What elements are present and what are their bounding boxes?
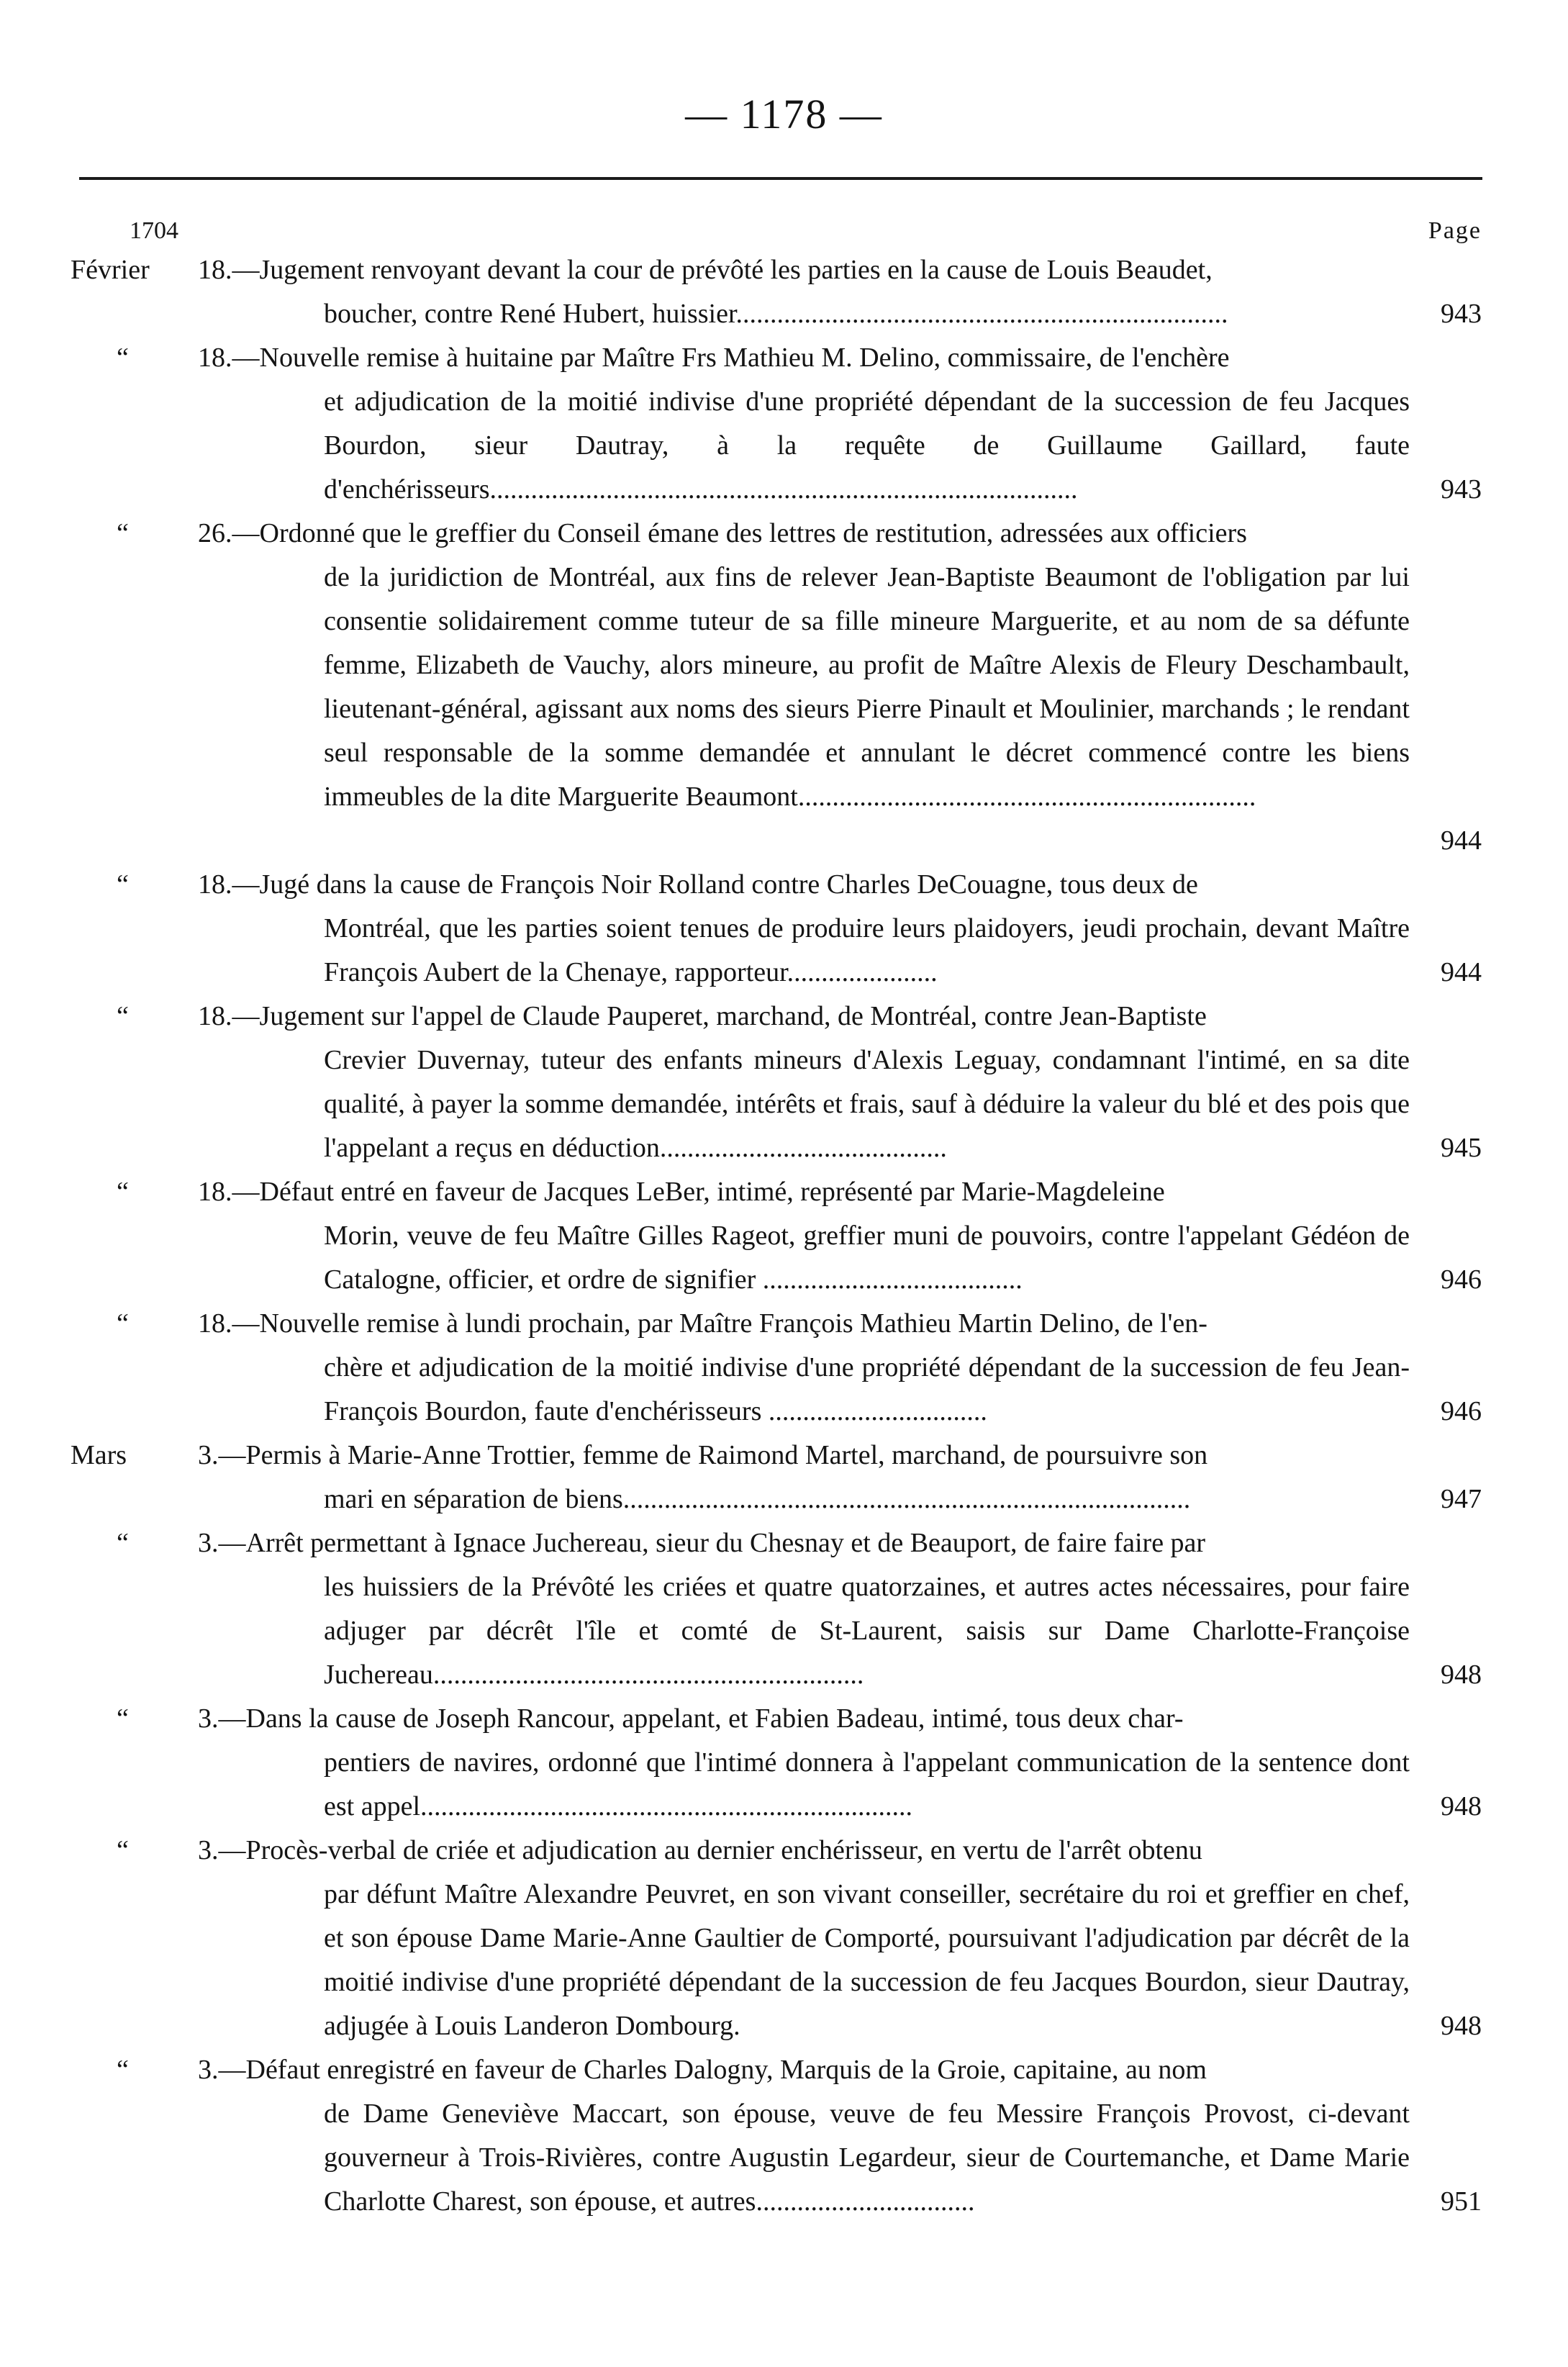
ditto-mark: “ [117, 518, 129, 548]
page-ref: 947 [1441, 1484, 1482, 1514]
list-item [0, 1170, 1568, 1302]
ditto-mark: “ [117, 1308, 129, 1339]
entry-text: chère et adjudication de la moitié indivise d'une propriété dépendant de la succession de feu Jean-François Bourdon, faute d'enchérisseurs ................................ [324, 1352, 1410, 1426]
page-ref: 948 [1441, 1660, 1482, 1690]
entry-first-line: 26.—Ordonné que le greffier du Conseil émane des lettres de restitution, adressées aux officiers [198, 518, 1247, 548]
entry-text: Montréal, que les parties soient tenues de produire leurs plaidoyers, jeudi prochain, devant Maître François Aubert de la Chenaye, rapporteur...................... [324, 913, 1410, 987]
page-ref: 943 [1441, 299, 1482, 329]
month-label: Février [71, 255, 150, 285]
entry-first-line: 3.—Arrêt permettant à Ignace Juchereau, sieur du Chesnay et de Beauport, de faire faire par [198, 1528, 1206, 1558]
entry-text: les huissiers de la Prévôté les criées et quatre quatorzaines, et autres actes nécessaires, pour faire adjuger par décrêt l'île et comté de St-Laurent, saisis sur Dame Charlotte-Françoise Juchereau............................................................... [324, 1572, 1410, 1690]
ditto-mark: “ [117, 1528, 129, 1558]
page-ref: 948 [1441, 2011, 1482, 2041]
page-ref: 946 [1441, 1264, 1482, 1295]
entry-first-line: 18.—Jugement sur l'appel de Claude Pauperet, marchand, de Montréal, contre Jean-Baptiste [198, 1001, 1207, 1031]
ditto-mark: “ [117, 343, 129, 373]
list-item [0, 1521, 1568, 1697]
list-item [0, 995, 1568, 1170]
ditto-mark: “ [117, 1703, 129, 1734]
entry-first-line: 3.—Permis à Marie-Anne Trottier, femme de Raimond Martel, marchand, de poursuivre son [198, 1440, 1208, 1470]
page-ref: 951 [1441, 2186, 1482, 2217]
entry-list [0, 248, 1568, 2224]
ditto-mark: “ [117, 2055, 129, 2085]
entry-first-line: 18.—Nouvelle remise à huitaine par Maître Frs Mathieu M. Delino, commissaire, de l'enchère [198, 343, 1230, 373]
year-heading: 1704 [130, 217, 178, 244]
list-item [0, 1302, 1568, 1434]
list-item [0, 248, 1568, 336]
page-column-heading: Page [1428, 217, 1482, 244]
entry-text: mari en séparation de biens................................................................................... [324, 1484, 1191, 1514]
entry-text: pentiers de navires, ordonné que l'intimé donnera à l'appelant communication de la sentence dont est appel........................................................................ [324, 1747, 1410, 1821]
entry-first-line: 18.—Défaut entré en faveur de Jacques LeBer, intimé, représenté par Marie-Magdeleine [198, 1177, 1165, 1207]
ditto-mark: “ [117, 1001, 129, 1031]
entry-first-line: 3.—Procès-verbal de criée et adjudication au dernier enchérisseur, en vertu de l'arrêt obtenu [198, 1835, 1202, 1865]
entry-text: par défunt Maître Alexandre Peuvret, en son vivant conseiller, secrétaire du roi et greffier en chef, et son épouse Dame Marie-Anne Gaultier de Comporté, poursuivant l'adjudication par décrêt de la moitié indivise d'une propriété dépendant de la succession de feu Jacques Bourdon, sieur Dautray, adjugée à Louis Landeron Dombourg. [324, 1879, 1410, 2041]
entry-first-line: 18.—Jugement renvoyant devant la cour de prévôté les parties en la cause de Louis Beaudet, [198, 255, 1213, 285]
page-ref: 944 [1441, 957, 1482, 987]
entry-text: Crevier Duvernay, tuteur des enfants mineurs d'Alexis Leguay, condamnant l'intimé, en sa dite qualité, à payer la somme demandée, intérêts et frais, sauf à déduire la valeur du blé et des pois que l'appelant a reçus en déduction.......................................... [324, 1045, 1410, 1163]
entry-first-line: 18.—Nouvelle remise à lundi prochain, par Maître François Mathieu Martin Delino, de l'en- [198, 1308, 1207, 1339]
entry-text: de la juridiction de Montréal, aux fins de relever Jean-Baptiste Beaumont de l'obligation par lui consentie solidairement comme tuteur de sa fille mineure Marguerite, et au nom de sa défunte femme, Elizabeth de Vauchy, alors mineure, au profit de Maître Alexis de Fleury Deschambault, lieutenant-général, agissant aux noms des sieurs Pierre Pinault et Moulinier, marchands ; le rendant seul responsable de la somme demandée et annulant le décret commencé contre les biens immeubles de la dite Marguerite Beaumont................................................................... [324, 562, 1410, 812]
entry-first-line: 18.—Jugé dans la cause de François Noir Rolland contre Charles DeCouagne, tous deux de [198, 869, 1198, 900]
entry-text: boucher, contre René Hubert, huissier........................................................................ [324, 299, 1228, 329]
list-item [0, 1697, 1568, 1829]
page-number: — 1178 — [685, 91, 883, 137]
list-item [0, 1434, 1568, 1521]
list-item [0, 1829, 1568, 2048]
page-ref: 944 [1441, 825, 1482, 856]
entry-text: et adjudication de la moitié indivise d'une propriété dépendant de la succession de feu Jacques Bourdon, sieur Dautray, à la requête de Guillaume Gaillard, faute d'enchérisseurs...................................................................................... [324, 386, 1410, 504]
entry-text: de Dame Geneviève Maccart, son épouse, veuve de feu Messire François Provost, ci-devant gouverneur à Trois-Rivières, contre Augustin Legardeur, sieur de Courtemanche, et Dame Marie Charlotte Charest, son épouse, et autres................................ [324, 2099, 1410, 2217]
page-ref: 943 [1441, 474, 1482, 504]
entry-text: Morin, veuve de feu Maître Gilles Rageot, greffier muni de pouvoirs, contre l'appelant Gédéon de Catalogne, officier, et ordre de signifier ...................................... [324, 1221, 1410, 1295]
ditto-mark: “ [117, 1835, 129, 1865]
ditto-mark: “ [117, 1177, 129, 1207]
header-rule [79, 177, 1482, 180]
entry-first-line: 3.—Défaut enregistré en faveur de Charles Dalogny, Marquis de la Groie, capitaine, au nom [198, 2055, 1207, 2085]
list-item [0, 2048, 1568, 2224]
month-label: Mars [71, 1440, 127, 1470]
page-ref: 945 [1441, 1133, 1482, 1163]
list-item [0, 336, 1568, 512]
page-ref: 946 [1441, 1396, 1482, 1426]
ditto-mark: “ [117, 869, 129, 900]
list-item [0, 863, 1568, 995]
page-ref: 948 [1441, 1791, 1482, 1821]
list-item [0, 512, 1568, 863]
entry-first-line: 3.—Dans la cause de Joseph Rancour, appelant, et Fabien Badeau, intimé, tous deux char- [198, 1703, 1184, 1734]
